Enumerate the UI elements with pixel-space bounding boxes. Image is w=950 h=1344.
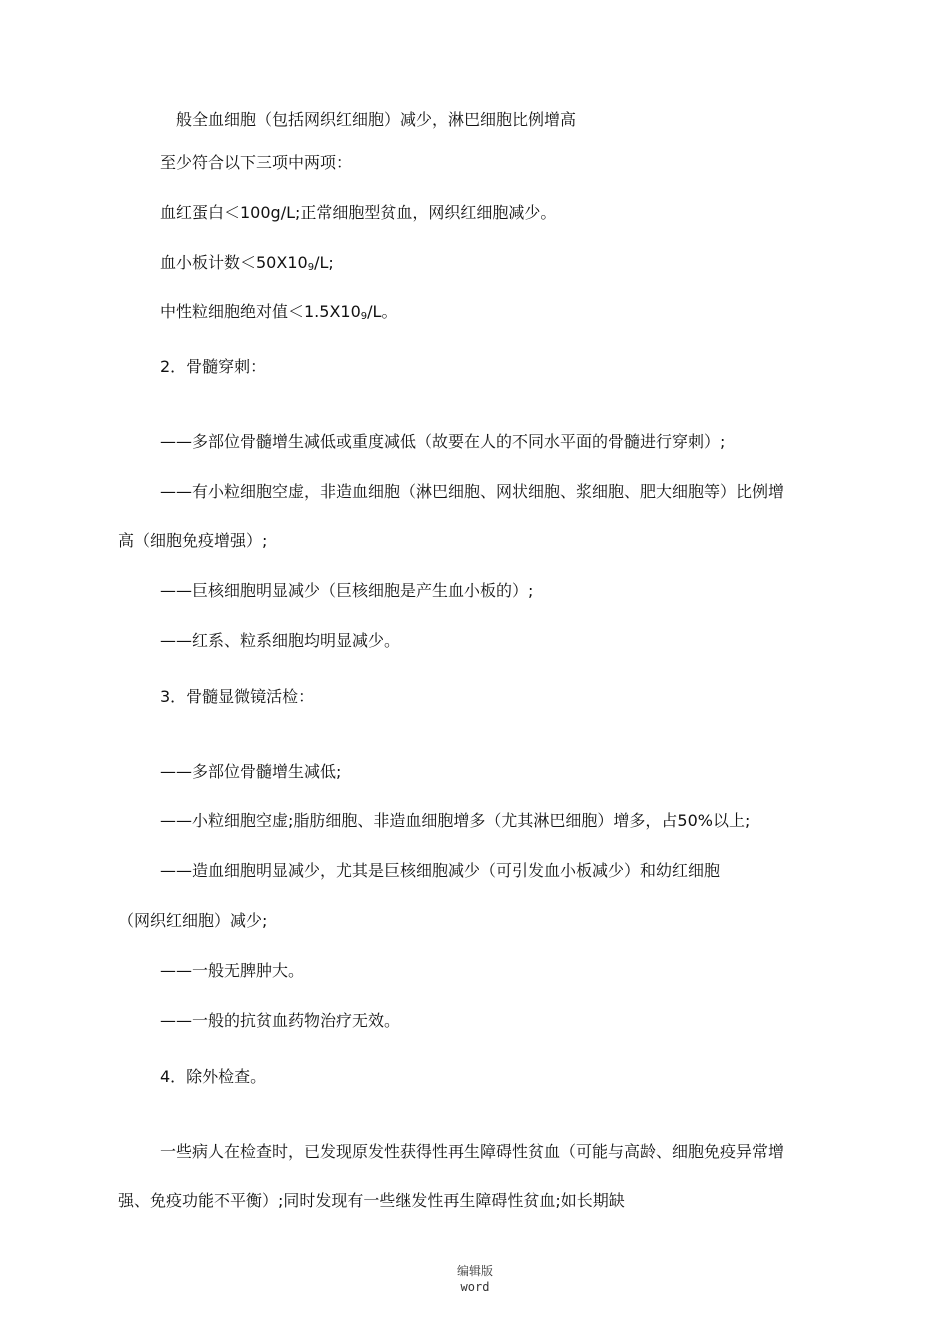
section-heading-3: 3．骨髓显微镜活检：: [160, 687, 315, 706]
bullet-7-cont: （网织红细胞）减少;: [118, 911, 268, 930]
bullet-8: ——一般无脾肿大。: [160, 961, 305, 980]
bullet-4: ——红系、粒系细胞均明显减少。: [160, 631, 401, 650]
text-line-4-sub: 9: [307, 262, 315, 273]
paragraph-line-1: 一些病人在检查时，已发现原发性获得性再生障碍性贫血（可能与高龄、细胞免疫异常增: [160, 1142, 785, 1161]
text-line-5: [160, 302, 397, 327]
bullet-7: ——造血细胞明显减少，尤其是巨核细胞减少（可引发血小板减少）和幼红细胞: [160, 861, 721, 880]
text-line-2: 至少符合以下三项中两项：: [160, 153, 353, 172]
section-heading-2: 2．骨髓穿刺：: [160, 357, 267, 376]
text-line-5-main: 中性粒细胞绝对值＜1.5X10: [160, 302, 361, 321]
bullet-1: ——多部位骨髓增生减低或重度减低（故要在人的不同水平面的骨髓进行穿刺）;: [160, 432, 726, 451]
text-line-4: [160, 253, 334, 278]
text-line-4-main: 血小板计数＜50X10: [160, 253, 308, 272]
bullet-6: ——小粒细胞空虚;脂肪细胞、非造血细胞增多（尤其淋巴细胞）增多，占50%以上;: [160, 811, 751, 830]
text-line-4-tail: /L;: [314, 253, 334, 272]
bullet-2-cont: 高（细胞免疫增强）;: [118, 531, 268, 550]
bullet-2: ——有小粒细胞空虚，非造血细胞（淋巴细胞、网状细胞、浆细胞、肥大细胞等）比例增: [160, 482, 785, 501]
text-line-3: 血红蛋白＜100g/L;正常细胞型贫血，网织红细胞减少。: [160, 203, 557, 222]
section-heading-4: 4．除外检查。: [160, 1067, 267, 1086]
bullet-5: ——多部位骨髓增生减低;: [160, 762, 342, 781]
text-line-5-sub: 9: [360, 311, 368, 322]
bullet-3: ——巨核细胞明显减少（巨核细胞是产生血小板的）;: [160, 581, 534, 600]
bullet-9: ——一般的抗贫血药物治疗无效。: [160, 1011, 401, 1030]
text-line-1: 般全血细胞（包括网织红细胞）减少，淋巴细胞比例增高: [176, 110, 577, 129]
text-line-5-tail: /L。: [367, 302, 398, 321]
footer-word: word: [460, 1280, 490, 1294]
footer-label: 编辑版: [456, 1264, 493, 1278]
paragraph-line-2: 强、免疫功能不平衡）;同时发现有一些继发性再生障碍性贫血;如长期缺: [118, 1191, 625, 1210]
